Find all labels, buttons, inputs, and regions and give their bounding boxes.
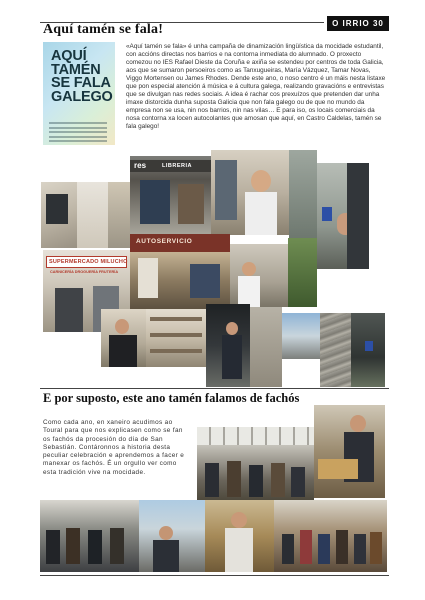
middle-rule — [40, 388, 389, 389]
poster-decoration — [49, 122, 107, 145]
photo-hand-sticker — [289, 150, 317, 238]
photo-libreria-storefront — [108, 182, 130, 248]
section1-title: Aquí tamén se fala! — [43, 22, 164, 37]
photo-window-sticker — [351, 313, 385, 387]
photo-shelves — [146, 309, 206, 367]
photo-shop-interior — [130, 252, 230, 309]
photo-door-sticker — [250, 307, 282, 387]
sign-autoservicio: AUTOSERVICIO — [136, 238, 193, 245]
photo-woman-in-doorway — [230, 244, 288, 307]
photo-libreria-sign — [130, 156, 211, 234]
poster-line: TAMÉN — [51, 61, 101, 78]
poster-line: AQUÍ — [51, 48, 87, 64]
photo-boy-in-doorway — [206, 304, 250, 387]
poster-line: SE FALA — [51, 75, 111, 91]
section1-paragraph: «Aquí tamén se fala» é unha campaña de dinamización lingüística da mocidade estudantil, con accións directas nos barrios e na contorna inmediata do alumnado. O proxecto comezou no IES Rafael Dieste da Coruña e axiña se estendeu por centros de toda Galicia, aos que se sumaron persoeiros como as Tanxugueiras, María Vázquez, Tamar Novas, Viggo Mortensen ou James Rhodes. Dende este ano, o noso centro é un máis nesta listaxe que pon especial atención á música e á cultura galega, realizando gravacións e entrevistas que se divulgan nas redes sociais. A idea é rachar cos prexuízos que pretenden dar unha imaxe distorcida dunha suposta Galicia que non fala galego ou de que no mundo da empresa non se usa, nin nos barrios, nin nas vilas… E para iso, os locais comerciais da nosa contorna xa locen autocolantes que amosan que aquí, en Castro Caldelas, tamén se fala galego! — [126, 43, 386, 131]
sign-supermercado: SUPERMERCADO MILUCHO — [49, 259, 128, 265]
sign-libreria: LIBRERIA — [162, 163, 192, 169]
photo-fachos-workshop — [197, 427, 314, 503]
campaign-poster-image — [43, 42, 115, 145]
photo-plant-storefront — [288, 238, 317, 307]
section2-paragraph: Como cada ano, en xaneiro acudimos ao Toural para que nos explicasen como se fan os fachós da procesión do día de San Sebastián. Contáronnos a historia desta peculiar celebración e aprendemos a facer e manexar os fachós. É un orgullo ver como esta tradición vive na mocidade. — [43, 419, 185, 476]
photo-students-outdoor — [139, 500, 205, 572]
photo-students-group — [40, 500, 139, 572]
photo-stone-wall — [320, 313, 351, 387]
photo-man-at-counter — [101, 309, 146, 367]
photo-autoservicio — [130, 234, 230, 252]
poster-text — [51, 50, 113, 104]
issue-badge: O IRRIO 30 — [327, 16, 389, 31]
sign-supermercado-sub: CARNICERÍA DROGUERÍA FRUTERÍA — [50, 270, 119, 274]
sign-res: res — [134, 161, 147, 170]
photo-students-crowd — [274, 500, 387, 572]
photo-shop-window — [41, 182, 108, 248]
bottom-rule — [40, 575, 389, 576]
photo-making-facho — [314, 405, 385, 498]
photo-girl-in-shop — [211, 150, 289, 235]
photo-sticker-door — [317, 163, 369, 269]
section2-title: E por suposto, este ano tamén falamos de fachós — [43, 391, 300, 405]
photo-street-view — [282, 313, 320, 359]
photo-facho-closeup — [205, 500, 274, 572]
poster-line: GALEGO — [51, 88, 113, 105]
